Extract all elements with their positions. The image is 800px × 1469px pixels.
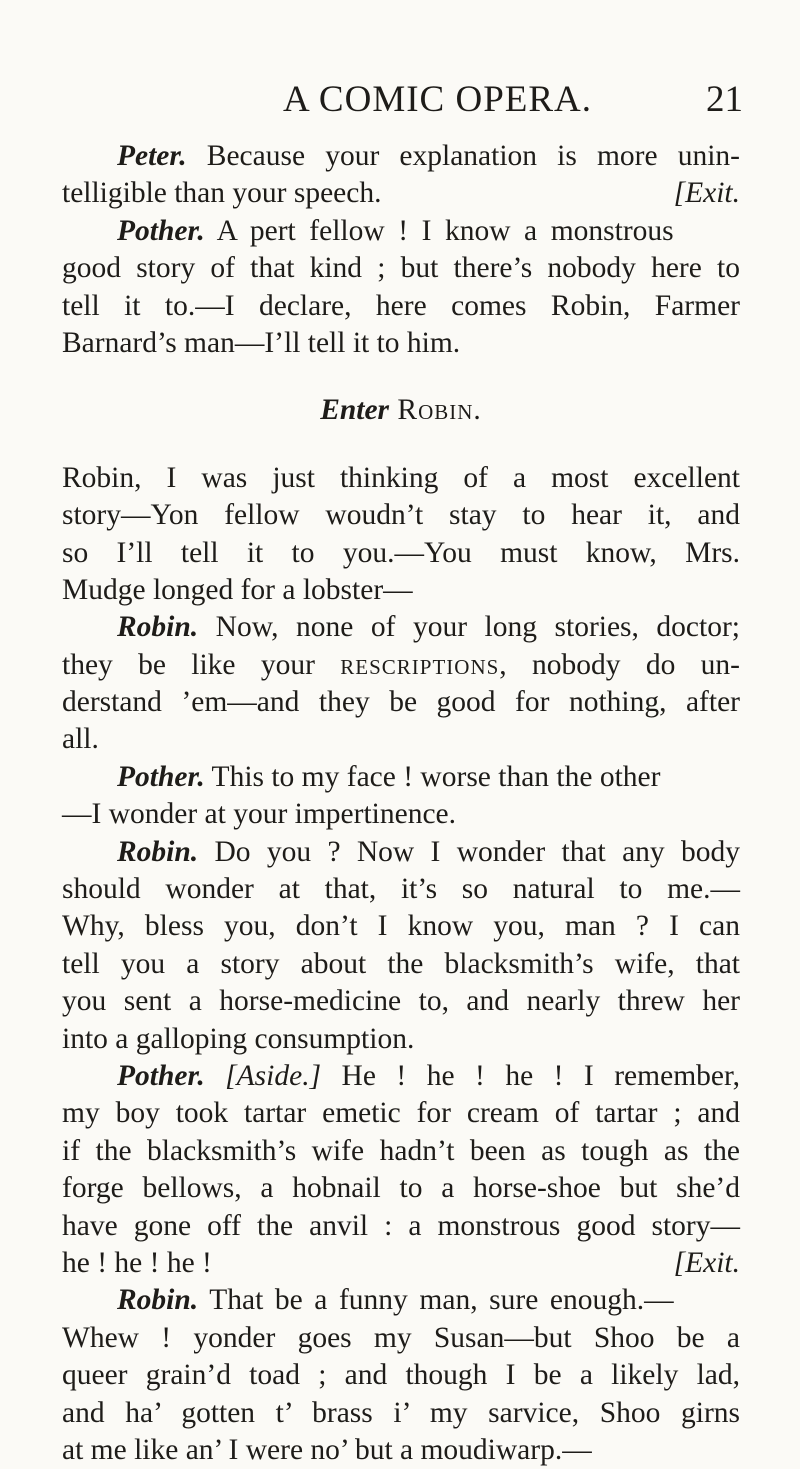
stage-direction: [Exit. — [673, 1246, 740, 1279]
text-line: so I’ll tell it to you.—You must know, Mrs. — [62, 536, 740, 569]
text-line: Why, bless you, don’t I know you, man ? I can — [62, 910, 740, 943]
text-line: into a galloping consumption. — [62, 1022, 415, 1055]
stage-direction: [Aside.] — [204, 1059, 322, 1092]
stage-direction: Enter Robin. — [320, 394, 482, 427]
text-line: Pother. This to my face ! worse than the other — [117, 760, 661, 793]
text-line: Robin. Do you ? Now I wonder that any body — [117, 835, 740, 868]
text-line: and ha’ gotten t’ brass i’ my sarvice, Shoo girns — [62, 1396, 740, 1429]
text-line: Pother. [Aside.] He ! he ! he ! I remember, — [117, 1059, 740, 1092]
text-line: tell you a story about the blacksmith’s wife, that — [62, 947, 740, 980]
stage-direction: [Exit. — [673, 177, 740, 210]
text-line: story—Yon fellow woudn’t stay to hear it, and — [62, 499, 740, 532]
text-line: derstand ’em—and they be good for nothing, after — [62, 686, 740, 719]
speaker-name: Pother. — [117, 1059, 205, 1092]
text-line: at me like an’ I were no’ but a moudiwarp.— — [62, 1433, 592, 1466]
text-line: should wonder at that, it’s so natural to me.— — [62, 873, 740, 906]
text-line: Pother. A pert fellow ! I know a monstrous — [117, 214, 674, 247]
text-line: tell it to.—I declare, here comes Robin, Farmer — [62, 289, 740, 322]
text-line: have gone off the anvil : a monstrous good story— — [62, 1209, 740, 1242]
text-line: you sent a horse-medicine to, and nearly threw her — [62, 985, 740, 1018]
page-number: 21 — [706, 79, 743, 120]
body-text — [62, 138, 740, 1469]
text-line: Whew ! yonder goes my Susan—but Shoo be a — [62, 1321, 740, 1354]
text-line: they be like your rescriptions, nobody do un- — [62, 648, 740, 681]
speaker-name: Robin. — [117, 611, 199, 644]
speaker-name: Pother. — [117, 214, 205, 247]
text-line: —I wonder at your impertinence. — [62, 798, 457, 831]
text-line: Mudge longed for a lobster— — [62, 573, 413, 606]
text-line: Peter. Because your explanation is more unin- — [117, 140, 740, 172]
speaker-name: Peter. — [117, 140, 187, 172]
text-line: good story of that kind ; but there’s nobody here to — [62, 252, 740, 285]
text-line: queer grain’d toad ; and though I be a likely lad, — [62, 1359, 740, 1392]
text-line: telligible than your speech. [Exit. — [62, 175, 740, 212]
text-line: Robin, I was just thinking of a most excellent — [62, 461, 740, 494]
text-line: my boy took tartar emetic for cream of tartar ; and — [62, 1097, 740, 1130]
speaker-name: Robin. — [117, 835, 199, 868]
text-line: Robin. That be a funny man, sure enough.— — [117, 1284, 674, 1317]
speaker-name: Robin. — [117, 1284, 199, 1317]
speaker-name: Pother. — [117, 760, 205, 793]
text-line: he ! he ! he ! [Exit. — [62, 1245, 740, 1282]
text-line: if the blacksmith’s wife hadn’t been as tough as the — [62, 1134, 740, 1167]
text-line: forge bellows, a hobnail to a horse-shoe but she’d — [62, 1172, 740, 1205]
running-head: A COMIC OPERA. — [283, 79, 593, 120]
page-header — [0, 78, 800, 122]
text-line: Robin. Now, none of your long stories, doctor; — [117, 611, 740, 644]
text-line: all. — [62, 723, 99, 756]
text-line: Barnard’s man—I’ll tell it to him. — [62, 326, 461, 359]
